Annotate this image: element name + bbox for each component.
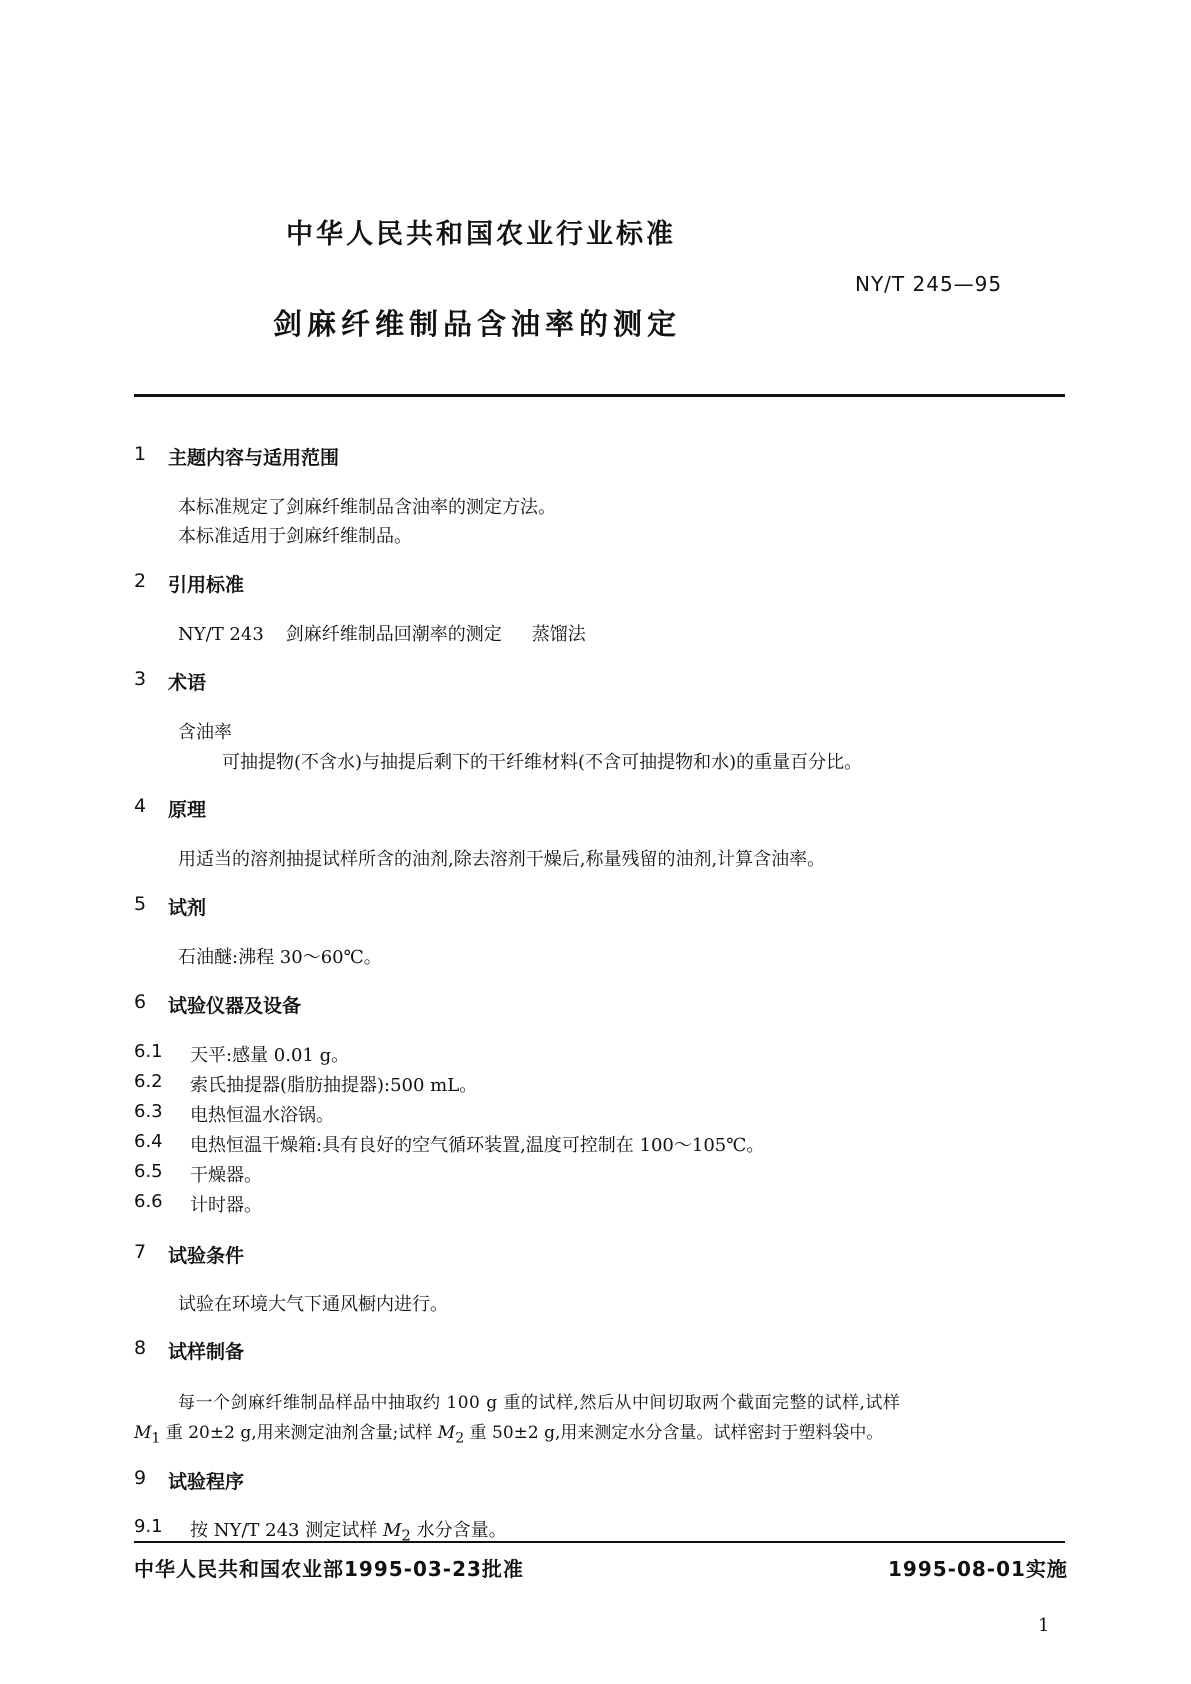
section-8-title: 试样制备 (168, 1341, 245, 1363)
section-8-line-2-part-1: 重 20±2 g,用来测定油剂含量;试样 (160, 1423, 438, 1443)
section-8-line-1: 每一个剑麻纤维制品样品中抽取约 100 g 重的试样,然后从中间切取两个截面完整的试样,试样 (178, 1393, 901, 1413)
section-4-paragraph: 用适当的溶剂抽提试样所含的油剂,除去溶剂干燥后,称量残留的油剂,计算含油率。 (178, 849, 826, 870)
header-divider (134, 394, 1065, 397)
symbol-m1-subscript: 1 (151, 1430, 161, 1447)
item-6-1-number: 6.1 (134, 1041, 163, 1062)
section-1-paragraph-2: 本标准适用于剑麻纤维制品。 (178, 526, 412, 547)
section-5-number: 5 (134, 893, 147, 915)
item-6-1-text: 天平:感量 0.01 g。 (190, 1045, 350, 1066)
section-3-number: 3 (134, 668, 147, 690)
document-title: 剑麻纤维制品含油率的测定 (273, 307, 682, 341)
implementation-date: 1995-08-01实施 (888, 1557, 1068, 1581)
item-6-4-number: 6.4 (134, 1131, 163, 1152)
symbol-m2: M (382, 1520, 402, 1541)
section-2-title: 引用标准 (168, 574, 245, 596)
item-6-2-number: 6.2 (134, 1071, 163, 1092)
item-9-1-text-part-1: 按 NY/T 243 测定试样 (190, 1520, 383, 1541)
item-6-3-text: 电热恒温水浴锅。 (190, 1105, 334, 1126)
symbol-m2: M (437, 1423, 456, 1443)
section-7-title: 试验条件 (168, 1245, 245, 1267)
symbol-m2-subscript: 2 (455, 1430, 465, 1447)
item-6-2-text: 索氏抽提器(脂肪抽提器):500 mL。 (190, 1075, 478, 1096)
item-6-3-number: 6.3 (134, 1101, 163, 1122)
section-6-title: 试验仪器及设备 (168, 995, 302, 1017)
section-6-number: 6 (134, 991, 147, 1013)
item-6-4-text: 电热恒温干燥箱:具有良好的空气循环装置,温度可控制在 100～105℃。 (190, 1135, 765, 1156)
item-6-6-number: 6.6 (134, 1191, 163, 1212)
section-5-paragraph: 石油醚:沸程 30～60℃。 (178, 947, 382, 968)
item-9-1-text-part-2: 水分含量。 (410, 1520, 507, 1541)
symbol-m2-subscript: 2 (401, 1526, 411, 1545)
section-9-title: 试验程序 (168, 1471, 245, 1493)
section-3-title: 术语 (168, 672, 207, 694)
section-8-number: 8 (134, 1337, 147, 1359)
standard-category: 中华人民共和国农业行业标准 (286, 219, 676, 250)
page-number: 1 (1038, 1615, 1050, 1636)
reference-title: 剑麻纤维制品回潮率的测定 (285, 624, 502, 645)
reference-code: NY/T 243 (178, 624, 264, 645)
section-1-paragraph-1: 本标准规定了剑麻纤维制品含油率的测定方法。 (178, 497, 556, 518)
section-8-line-2 (134, 1418, 883, 1446)
footer-divider (134, 1541, 1065, 1543)
term-definition: 可抽提物(不含水)与抽提后剩下的干纤维材料(不含可抽提物和水)的重量百分比。 (222, 752, 863, 773)
section-2-number: 2 (134, 570, 147, 592)
section-8-line-2-part-2: 重 50±2 g,用来测定水分含量。试样密封于塑料袋中。 (464, 1423, 884, 1443)
section-9-number: 9 (134, 1467, 147, 1489)
item-6-5-number: 6.5 (134, 1161, 163, 1182)
section-4-title: 原理 (168, 799, 207, 821)
item-9-1-number: 9.1 (134, 1516, 163, 1537)
reference-entry (178, 620, 586, 646)
section-1-title: 主题内容与适用范围 (168, 447, 340, 469)
item-6-6-text: 计时器。 (190, 1195, 262, 1216)
term-name: 含油率 (178, 722, 232, 743)
item-6-5-text: 干燥器。 (190, 1165, 262, 1186)
approval-line: 中华人民共和国农业部1995-03-23批准 (134, 1557, 524, 1581)
section-4-number: 4 (134, 795, 147, 817)
standard-code: NY/T 245—95 (855, 272, 1003, 296)
section-7-paragraph: 试验在环境大气下通风橱内进行。 (178, 1294, 448, 1315)
section-7-number: 7 (134, 1241, 147, 1263)
symbol-m1: M (134, 1423, 152, 1443)
reference-method: 蒸馏法 (531, 624, 586, 645)
section-5-title: 试剂 (168, 897, 207, 919)
section-1-number: 1 (134, 443, 147, 465)
